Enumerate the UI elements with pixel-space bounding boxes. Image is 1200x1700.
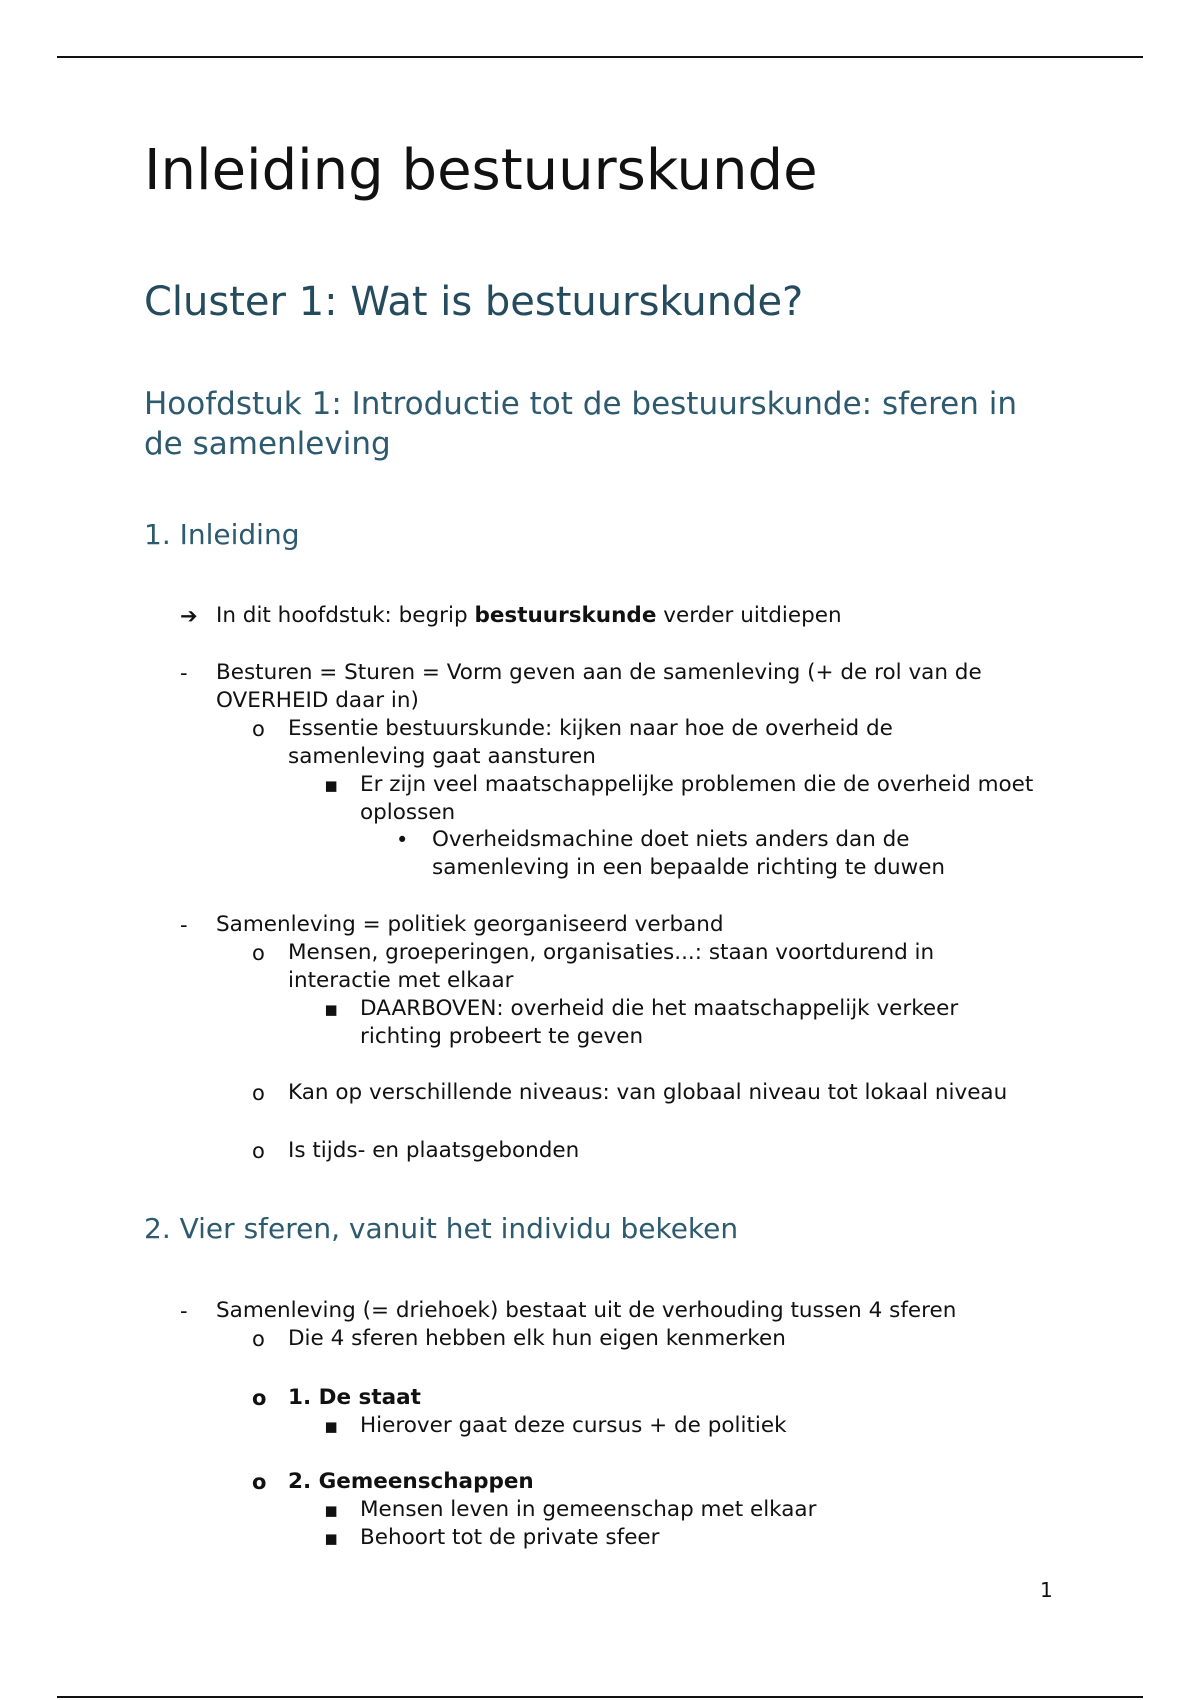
section-heading-inleiding: 1. Inleiding bbox=[144, 518, 300, 551]
list-item-gemeenschappen: 2. Gemeenschappen bbox=[288, 1469, 534, 1494]
circle-marker: o bbox=[252, 1139, 265, 1163]
dash-marker: - bbox=[180, 1299, 188, 1323]
document-title: Inleiding bestuurskunde bbox=[144, 138, 818, 203]
square-marker: ▪ bbox=[324, 773, 339, 797]
arrow-icon: ➔ bbox=[180, 604, 198, 628]
arrow-bullet-text bbox=[216, 602, 842, 630]
circle-marker: o bbox=[252, 717, 265, 741]
circle-marker: o bbox=[252, 1081, 265, 1105]
dash-marker: - bbox=[180, 661, 188, 685]
circle-marker: o bbox=[252, 1470, 267, 1494]
header-rule bbox=[57, 56, 1143, 58]
list-item-overheidsmachine-line1: Overheidsmachine doet niets anders dan de bbox=[432, 827, 910, 852]
list-item-problemen-line1: Er zijn veel maatschappelijke problemen die de overheid moet bbox=[360, 772, 1034, 797]
list-item-daarboven-line1: DAARBOVEN: overheid die het maatschappelijk verkeer bbox=[360, 996, 959, 1021]
page-number: 1 bbox=[1040, 1578, 1053, 1602]
square-marker: ▪ bbox=[324, 1498, 339, 1522]
section-heading-vier-sferen: 2. Vier sferen, vanuit het individu bekeken bbox=[144, 1212, 739, 1245]
list-item-samenleving: Samenleving = politiek georganiseerd verband bbox=[216, 912, 724, 937]
list-item-besturen-line2: OVERHEID daar in) bbox=[216, 688, 419, 713]
list-item-mensen-line1: Mensen, groeperingen, organisaties...: staan voortdurend in bbox=[288, 940, 935, 965]
list-item-cursus: Hierover gaat deze cursus + de politiek bbox=[360, 1413, 787, 1438]
list-item-besturen-line1: Besturen = Sturen = Vorm geven aan de samenleving (+ de rol van de bbox=[216, 660, 982, 685]
chapter-heading: Hoofdstuk 1: Introductie tot de bestuurskunde: sferen in de samenleving bbox=[144, 386, 1018, 463]
circle-marker: o bbox=[252, 1386, 267, 1410]
list-item-private-sfeer: Behoort tot de private sfeer bbox=[360, 1525, 660, 1550]
circle-marker: o bbox=[252, 1327, 265, 1351]
list-item-daarboven-line2: richting probeert te geven bbox=[360, 1024, 644, 1049]
arrow-text-bold: bestuurskunde bbox=[474, 603, 657, 628]
circle-marker: o bbox=[252, 941, 265, 965]
list-item-overheidsmachine-line2: samenleving in een bepaalde richting te duwen bbox=[432, 855, 946, 880]
list-item-tijdsgebonden: Is tijds- en plaatsgebonden bbox=[288, 1138, 580, 1163]
list-item-driehoek: Samenleving (= driehoek) bestaat uit de verhouding tussen 4 sferen bbox=[216, 1298, 957, 1323]
list-item-essentie-line1: Essentie bestuurskunde: kijken naar hoe de overheid de bbox=[288, 716, 893, 741]
list-item-de-staat: 1. De staat bbox=[288, 1385, 421, 1410]
dot-marker: • bbox=[396, 828, 409, 852]
cluster-heading: Cluster 1: Wat is bestuurskunde? bbox=[144, 279, 804, 325]
square-marker: ▪ bbox=[324, 1414, 339, 1438]
list-item-kenmerken: Die 4 sferen hebben elk hun eigen kenmerken bbox=[288, 1326, 786, 1351]
dash-marker: - bbox=[180, 913, 188, 937]
list-item-gemeenschap: Mensen leven in gemeenschap met elkaar bbox=[360, 1497, 817, 1522]
list-item-niveaus: Kan op verschillende niveaus: van globaal niveau tot lokaal niveau bbox=[288, 1080, 1008, 1105]
arrow-text-post: verder uitdiepen bbox=[656, 603, 842, 628]
list-item-problemen-line2: oplossen bbox=[360, 800, 456, 825]
list-item-essentie-line2: samenleving gaat aansturen bbox=[288, 744, 596, 769]
arrow-text-pre: In dit hoofdstuk: begrip bbox=[216, 603, 475, 628]
list-item-mensen-line2: interactie met elkaar bbox=[288, 968, 514, 993]
square-marker: ▪ bbox=[324, 1526, 339, 1550]
footer-rule bbox=[57, 1696, 1143, 1698]
square-marker: ▪ bbox=[324, 997, 339, 1021]
